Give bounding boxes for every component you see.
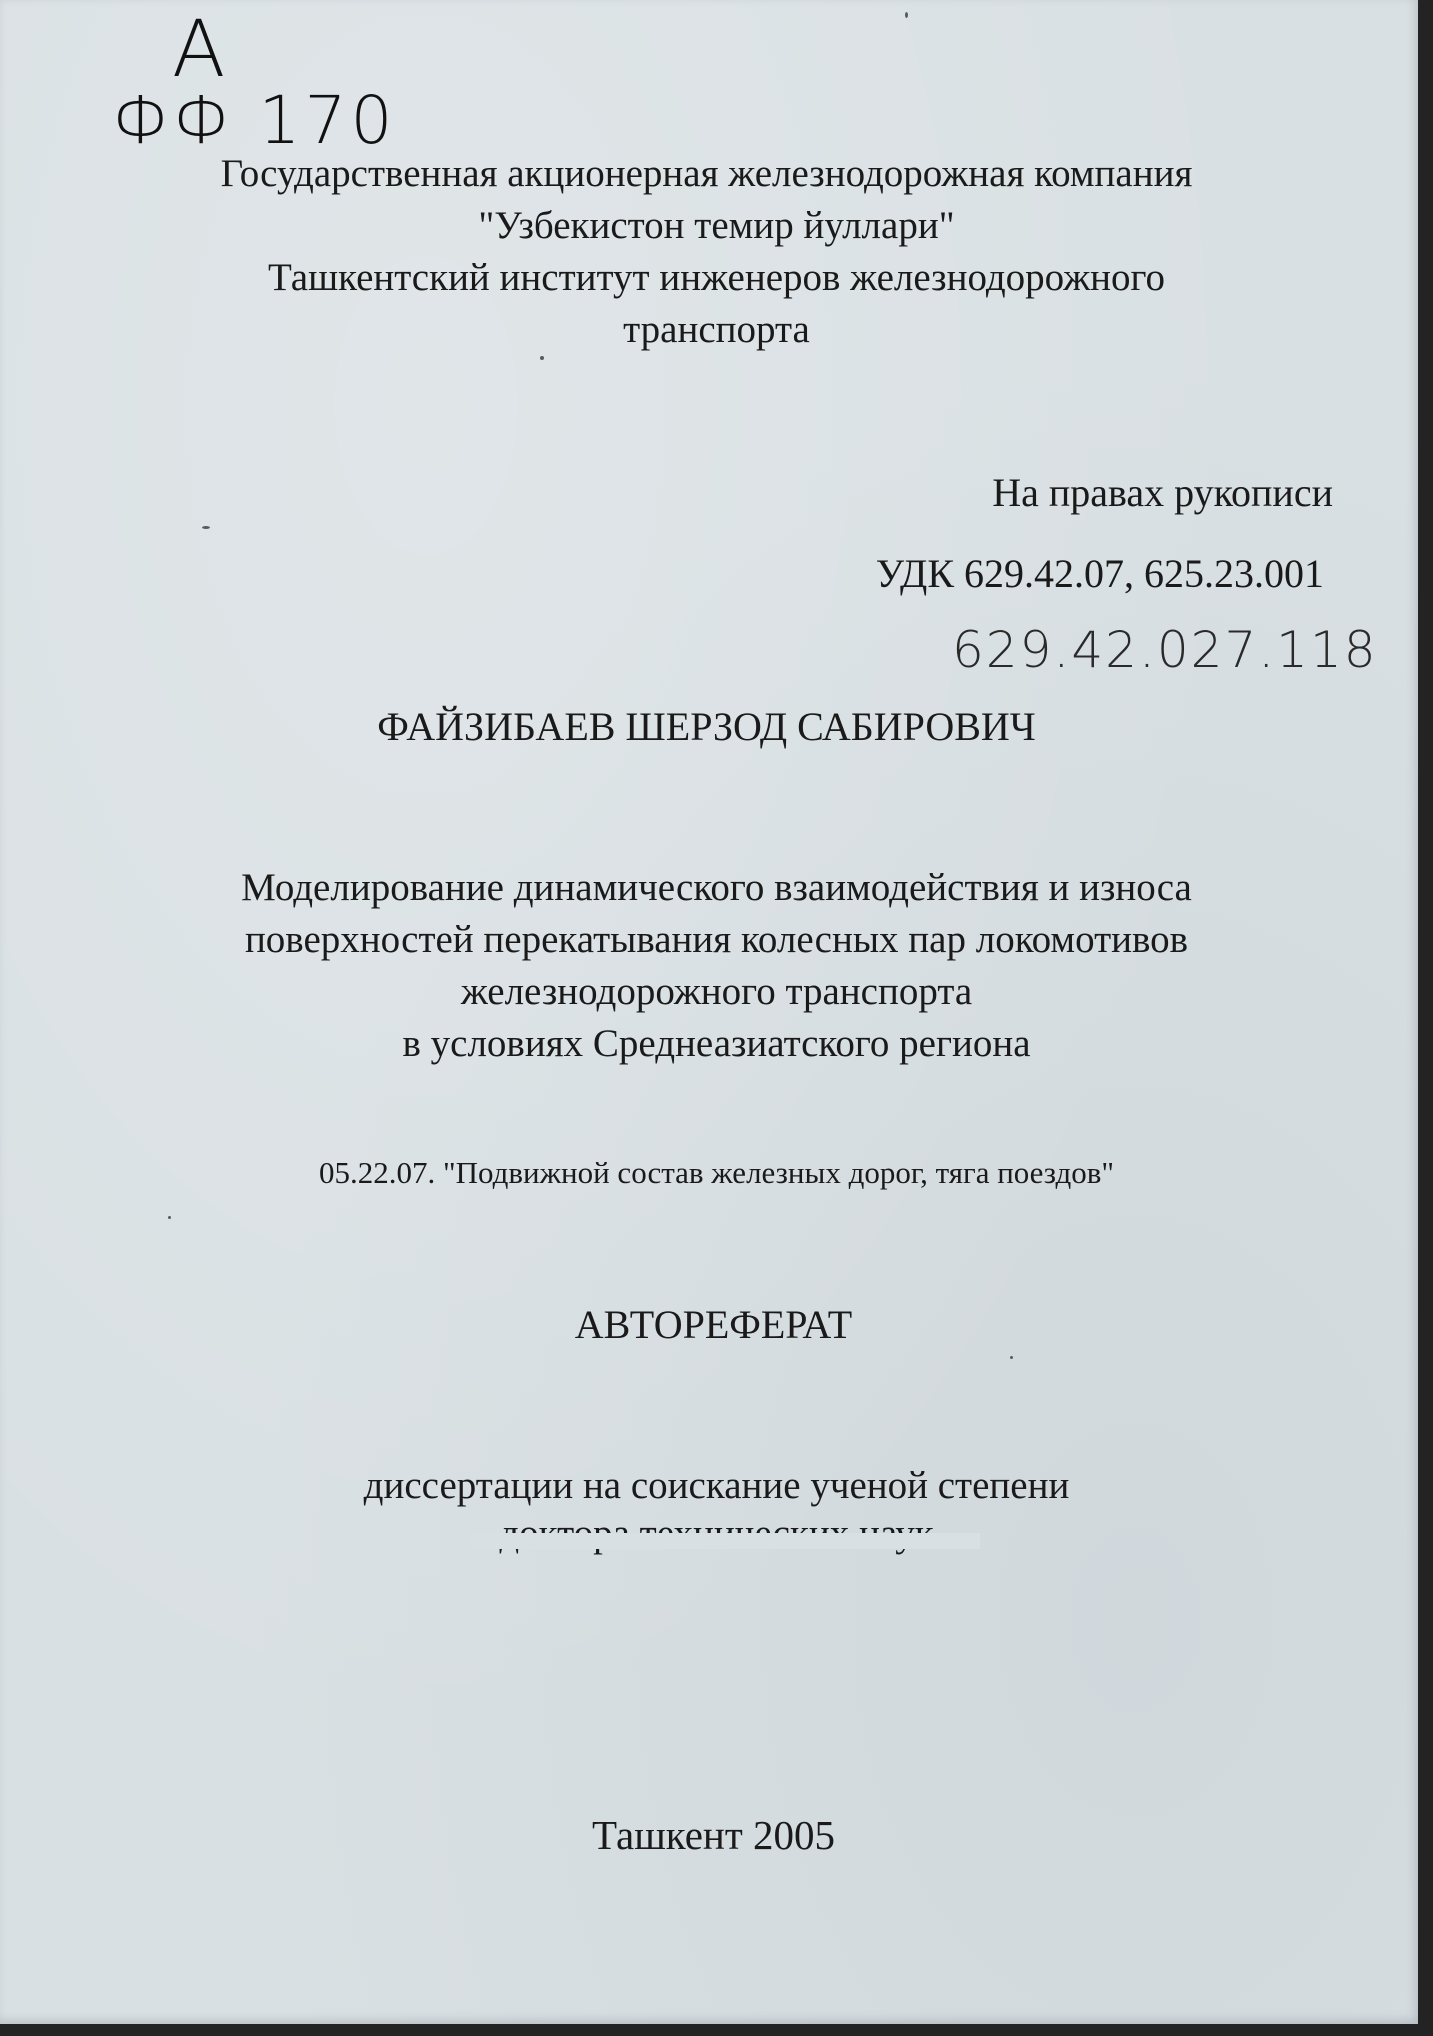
manuscript-rights: На правах рукописи (992, 470, 1333, 515)
title-line-3: железнодорожного транспорта (460, 970, 973, 1013)
title-line-1: Моделирование динамического взаимодействия и износа (241, 866, 1192, 909)
author-name: ФАЙЗИБАЕВ ШЕРЗОД САБИРОВИЧ (377, 704, 1036, 749)
company-name: "Узбекистон темир йуллари" (478, 204, 955, 247)
scan-crop-overlay (470, 1533, 980, 1549)
title-line-2: поверхностей перекатывания колесных пар локомотивов (244, 918, 1189, 961)
handwritten-code: ФФ 170 (112, 82, 397, 159)
scan-speck (1010, 1356, 1013, 1359)
scan-border-bottom (0, 2024, 1433, 2036)
scan-speck (168, 1216, 171, 1219)
institute-line-1: Ташкентский институт инженеров железнодорожного (267, 256, 1166, 299)
scan-speck (540, 356, 544, 360)
degree-line-1: диссертации на соискание ученой степени (363, 1464, 1070, 1507)
company-line: Государственная акционерная железнодорожная компания (220, 152, 1193, 195)
handwritten-letter: A (172, 5, 226, 95)
handwritten-udk: 629.42.027.118 (952, 621, 1378, 679)
document-type: АВТОРЕФЕРАТ (574, 1302, 853, 1347)
institute-line-2: транспорта (623, 308, 810, 351)
specialty-code: 05.22.07. "Подвижной состав железных дорог, тяга поездов" (318, 1155, 1115, 1190)
udk-code: УДК 629.42.07, 625.23.001 (875, 551, 1324, 596)
place-year: Ташкент 2005 (592, 1812, 835, 1858)
scan-border-right (1418, 0, 1433, 2036)
title-line-4: в условиях Среднеазиатского региона (402, 1022, 1031, 1065)
scan-speck (905, 12, 908, 18)
scan-speck (202, 526, 210, 529)
